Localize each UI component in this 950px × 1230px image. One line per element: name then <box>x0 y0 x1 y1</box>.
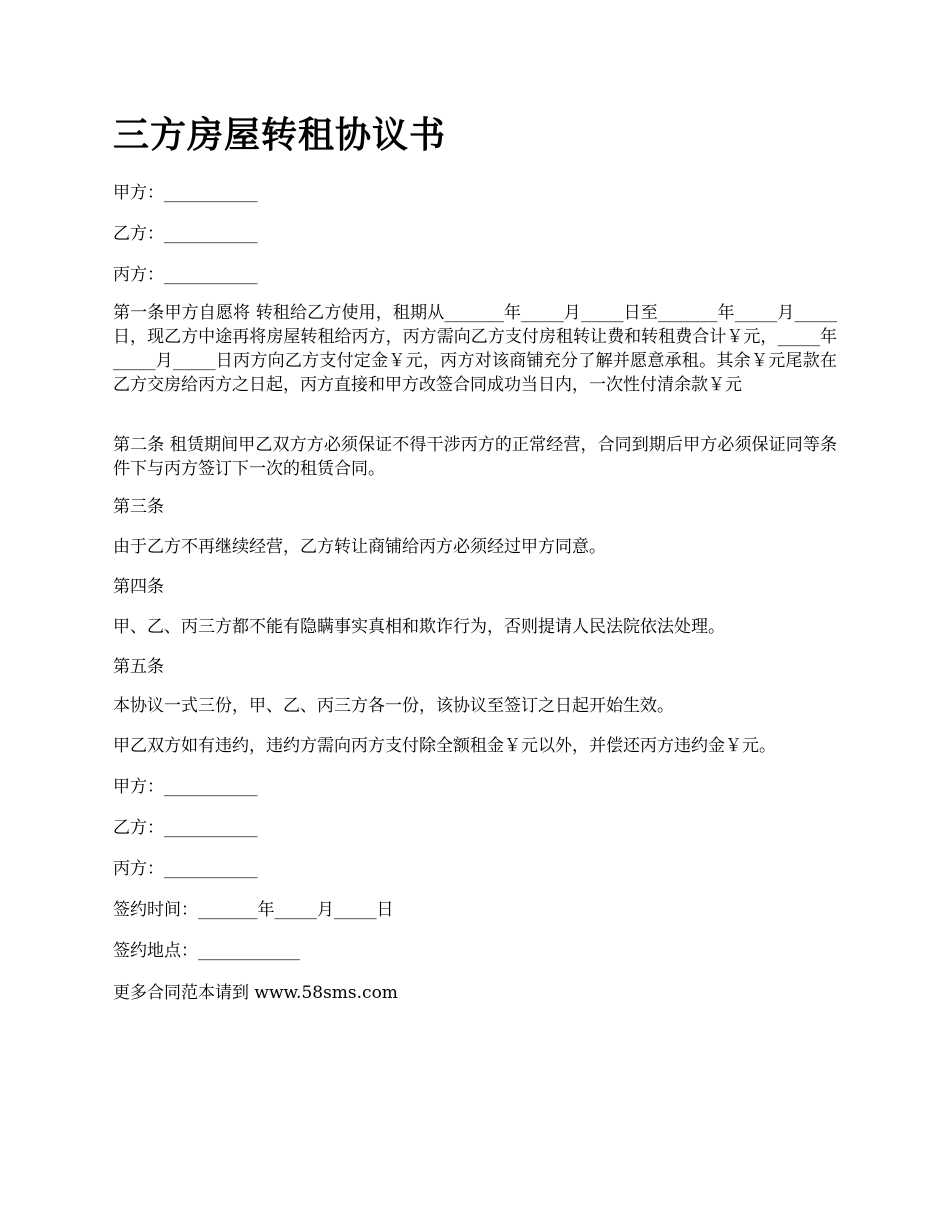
article-3-heading: 第三条 <box>113 497 164 517</box>
article-4-body: 甲、乙、丙三方都不能有隐瞒事实真相和欺诈行为，否则提请人民法院依法处理。 <box>113 617 725 637</box>
party-b-top: 乙方：___________ <box>113 224 258 244</box>
article-3-body: 由于乙方不再继续经营，乙方转让商铺给丙方必须经过甲方同意。 <box>113 537 606 557</box>
sign-place: 签约地点：____________ <box>113 941 300 961</box>
party-a-top: 甲方：___________ <box>113 183 258 203</box>
footer-link: 更多合同范本请到 www.58sms.com <box>113 983 398 1003</box>
article-1: 第一条甲方自愿将 转租给乙方使用，租期从_______年_____月_____日至_______年_____月_____日，现乙方中途再将房屋转租给丙方，丙方需向乙方支付房租转让费和转租费合计￥元，_____年_____月_____日丙方向乙方支付定金￥元，丙方对该商铺充分了解并愿意承租。其余￥元尾款在乙方交房给丙方之日起，丙方直接和甲方改签合同成功当日内，一次性付清余款￥元 <box>113 303 837 395</box>
article-5-heading: 第五条 <box>113 657 164 677</box>
article-2: 第二条 租赁期间甲乙双方方必须保证不得干涉丙方的正常经营，合同到期后甲方必须保证同等条件下与丙方签订下一次的租赁合同。 <box>113 435 837 479</box>
party-c-bottom: 丙方：___________ <box>113 859 258 879</box>
article-5-body: 本协议一式三份，甲、乙、丙三方各一份，该协议至签订之日起开始生效。 <box>113 696 674 716</box>
document-title: 三方房屋转租协议书 <box>113 115 447 156</box>
party-c-top: 丙方：___________ <box>113 265 258 285</box>
party-a-bottom: 甲方：___________ <box>113 777 258 797</box>
article-4-heading: 第四条 <box>113 577 164 597</box>
breach-clause: 甲乙双方如有违约，违约方需向丙方支付除全额租金￥元以外，并偿还丙方违约金￥元。 <box>113 736 776 756</box>
sign-date: 签约时间：_______年_____月_____日 <box>113 900 394 920</box>
party-b-bottom: 乙方：___________ <box>113 818 258 838</box>
